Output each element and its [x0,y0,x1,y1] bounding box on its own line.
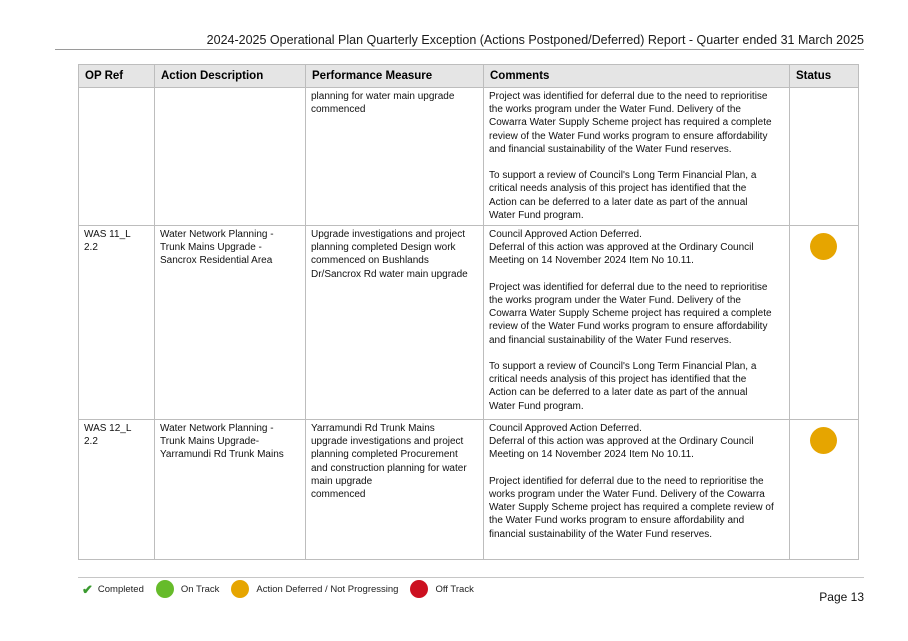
comment-line: Cowarra Water Supply Scheme project has required a complete [489,117,772,129]
op-ref-cell-line: WAS 11_L [84,229,131,241]
table-row [79,226,859,420]
performance-measure-cell [306,88,484,226]
comment-line: Project was identified for deferral due to the need to reprioritise [489,281,768,293]
op-ref-cell [79,226,155,420]
comment-paragraph [489,281,784,347]
action-description-cell [155,226,306,420]
comment-line: Project identified for deferral due to the need to reprioritise the [489,475,764,487]
performance-measure-cell [306,226,484,420]
column-header-status: Status [790,65,859,88]
performance-measure-cell-line: main upgrade [311,475,373,487]
action-description-cell-line: Trunk Mains Upgrade- [160,436,260,448]
action-description-cell-line: Trunk Mains Upgrade - [160,242,262,254]
comment-paragraph [489,475,784,541]
legend-label-off-track: Off Track [435,583,474,595]
column-header-action-description: Action Description [155,65,306,88]
comment-paragraph [489,360,784,413]
action-description-cell-line: Yarramundi Rd Trunk Mains [160,449,284,461]
comment-paragraph [489,90,784,156]
table-row [79,88,859,226]
comment-line: financial sustainability of the Water Fund reserves. [489,528,713,540]
comment-line: the works program under the Water Fund. Delivery of the [489,104,741,116]
status-cell [790,226,859,420]
performance-measure-cell-line: commenced [311,489,366,501]
comment-line: review of the Water Fund works program to ensure affordability [489,321,768,333]
exception-report-table [78,64,859,560]
comment-line: Cowarra Water Supply Scheme project has required a complete [489,308,772,320]
comments-cell [484,226,790,420]
comment-line: the works program under the Water Fund. Delivery of the [489,295,741,307]
performance-measure-cell-line: planning for water main upgrade [311,91,455,102]
comment-line: Meeting on 14 November 2024 Item No 10.11. [489,449,694,461]
action-description-cell-line: Water Network Planning - [160,229,274,241]
comment-paragraph [489,228,784,268]
comment-line: critical needs analysis of this project has identified that the [489,183,747,195]
comment-line: review of the Water Fund works program to ensure affordability [489,130,768,142]
status-legend [82,579,486,599]
op-ref-cell-line: 2.2 [84,436,98,448]
comments-cell [484,88,790,226]
comment-line: Action can be deferred to a later date as part of the annual [489,387,748,399]
performance-measure-cell-line: and construction planning for water [311,462,467,474]
comment-line: Council Approved Action Deferred. [489,229,642,241]
performance-measure-cell-line: planning completed Design work [311,242,456,254]
comment-line: Deferral of this action was approved at the Ordinary Council [489,242,754,254]
op-ref-cell-line: WAS 12_L [84,423,132,435]
page-number: Page 13 [819,590,864,604]
comment-line: Water Fund program. [489,209,584,221]
comments-cell [484,420,790,560]
comment-line: Meeting on 14 November 2024 Item No 10.11. [489,255,694,267]
performance-measure-cell-line: planning completed Procurement [311,449,458,461]
performance-measure-cell-line: commenced [311,104,366,116]
deferred-dot-icon [231,580,249,598]
comment-line: Deferral of this action was approved at the Ordinary Council [489,436,754,448]
performance-measure-cell-line: Dr/Sancrox Rd water main upgrade [311,268,468,280]
legend-label-on-track: On Track [180,583,220,595]
comment-line: the Water Fund works program to ensure affordability and [489,515,745,527]
status-cell [790,88,859,226]
comment-line: Water Supply Scheme project has required a complete review of [489,502,774,514]
performance-measure-cell-line: Upgrade investigations and project [311,229,465,241]
action-description-cell-line: Sancrox Residential Area [160,255,273,267]
performance-measure-cell-line: Yarramundi Rd Trunk Mains [311,423,435,435]
op-ref-cell [79,420,155,560]
comment-line: works program under the Water Fund. Delivery of the Cowarra [489,489,765,501]
comment-line: Council Approved Action Deferred. [489,423,642,435]
comment-line: Water Fund program. [489,400,584,412]
report-title: 2024-2025 Operational Plan Quarterly Exception (Actions Postponed/Deferred) Report - Quarter ended 31 March 2025 [206,33,864,47]
comment-line: Project was identified for deferral due to the need to reprioritise [489,91,768,102]
table-body [79,88,859,560]
check-icon: ✔ [82,581,93,597]
action-description-cell [155,88,306,226]
performance-measure-cell [306,420,484,560]
comment-line: To support a review of Council's Long Term Financial Plan, a [489,361,757,373]
legend-label-completed: Completed [97,583,144,595]
column-header-op-ref: OP Ref [79,65,155,88]
header-divider [55,49,864,50]
off-track-dot-icon [410,580,428,598]
op-ref-cell [79,88,155,226]
comment-paragraph [489,169,784,222]
comment-line: Action can be deferred to a later date as part of the annual [489,196,748,208]
comment-line: and financial sustainability of the Water Fund reserves. [489,143,732,155]
performance-measure-cell-line: upgrade investigations and project [311,436,464,448]
action-description-cell-line: Water Network Planning - [160,423,274,435]
comment-line: and financial sustainability of the Water Fund reserves. [489,334,732,346]
legend-label-deferred: Action Deferred / Not Progressing [256,583,399,595]
comment-line: To support a review of Council's Long Term Financial Plan, a [489,170,757,182]
on-track-dot-icon [156,580,174,598]
comment-line: critical needs analysis of this project has identified that the [489,374,747,386]
status-deferred-dot-icon [810,427,837,454]
performance-measure-cell-line: commenced on Bushlands [311,255,429,267]
column-header-performance-measure: Performance Measure [306,65,484,88]
comment-paragraph [489,422,784,462]
action-description-cell [155,420,306,560]
op-ref-cell-line: 2.2 [84,242,98,254]
footer-divider [78,577,864,578]
column-header-comments: Comments [484,65,790,88]
status-deferred-dot-icon [810,233,837,260]
table-row [79,420,859,560]
status-cell [790,420,859,560]
table-header-row [79,65,859,88]
